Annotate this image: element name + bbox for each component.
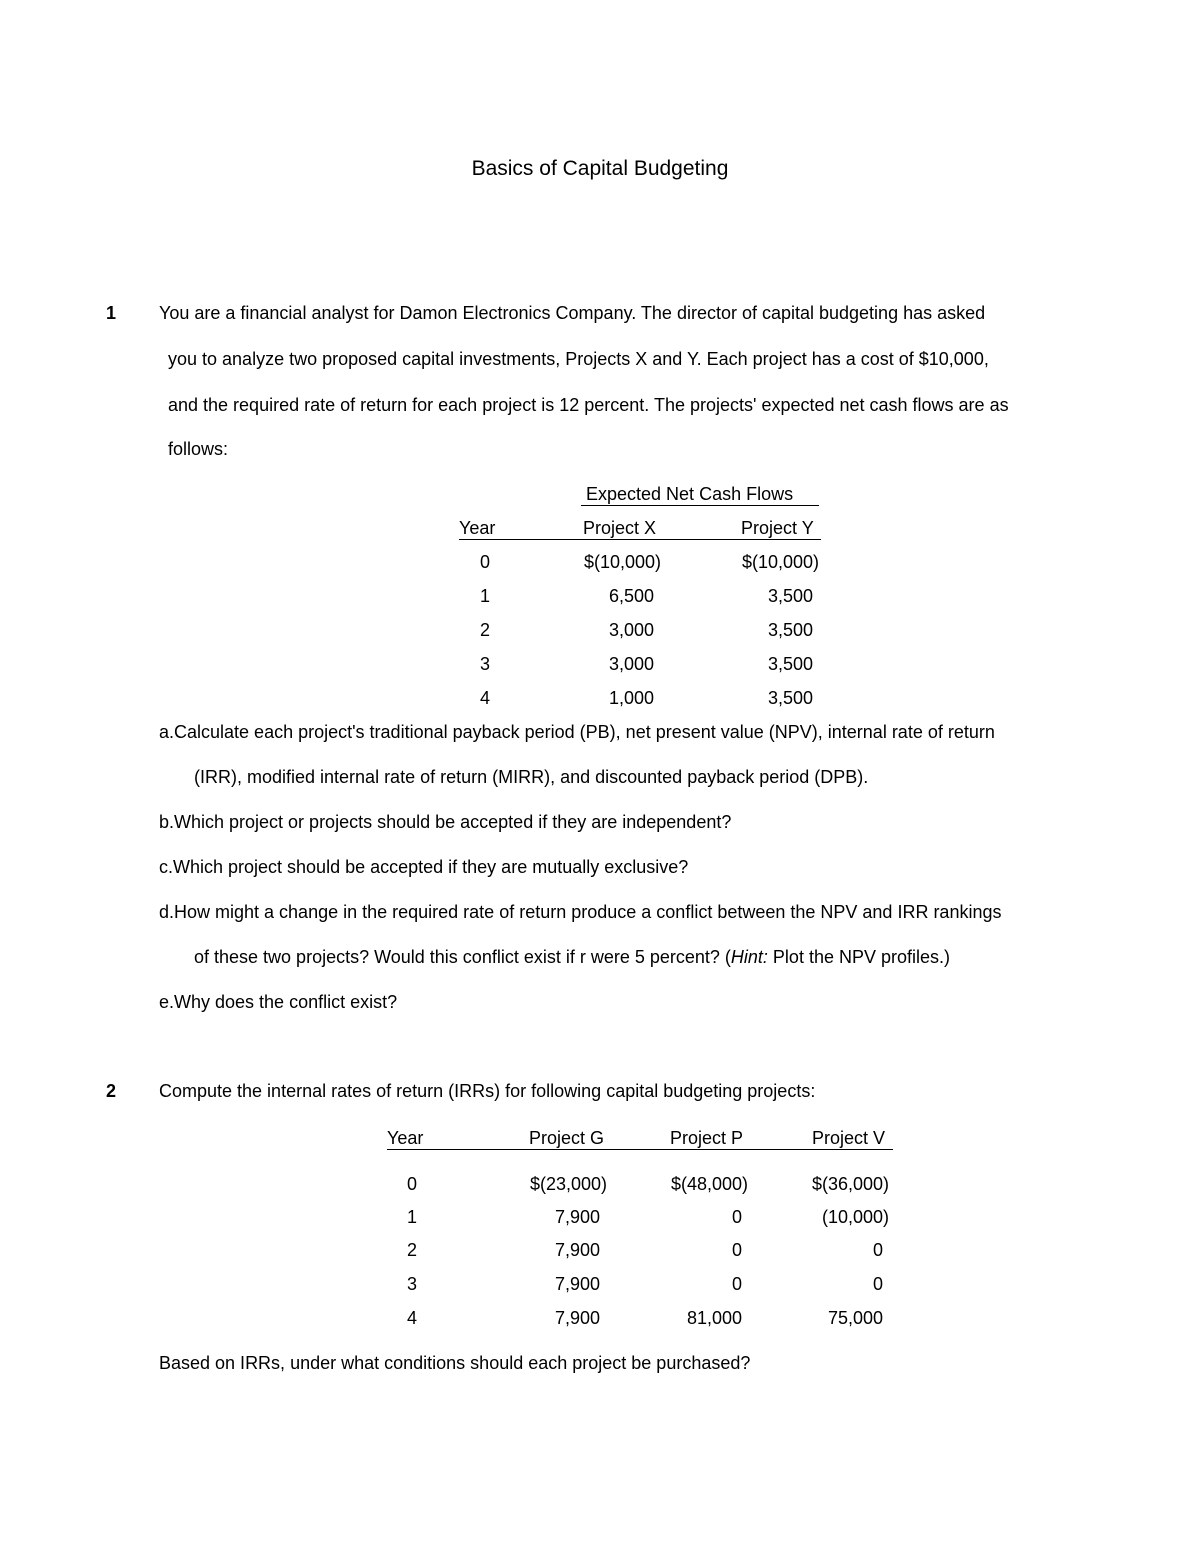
table-cell: 0: [731, 1207, 742, 1227]
table-cell: 3,500: [767, 654, 813, 674]
q1-line-4: follows:: [168, 439, 229, 459]
question-1-number: 1: [106, 303, 117, 323]
q2-intro: Compute the internal rates of return (IRRs) for following capital budgeting projects:: [159, 1081, 816, 1101]
table-cell: 4: [479, 688, 490, 708]
table-cell: 0: [731, 1274, 742, 1294]
table-cell: $(10,000): [741, 552, 819, 572]
table-cell: 2: [479, 620, 490, 640]
d2-pre: of these two projects? Would this conflict exist if r were 5 percent? (: [194, 947, 731, 967]
q1-part-d-line-1: d.How might a change in the required rate of return produce a conflict between the NPV and IRR rankings: [159, 902, 1002, 922]
table-cell: 75,000: [827, 1308, 883, 1328]
table-cell: 3,000: [608, 620, 654, 640]
hint-label: Hint:: [730, 947, 768, 967]
q2-header-year: Year: [387, 1128, 424, 1148]
table-cell: 7,900: [554, 1308, 600, 1328]
table-cell: 0: [872, 1274, 883, 1294]
question-2-number: 2: [106, 1081, 117, 1101]
table-cell: 3: [406, 1274, 417, 1294]
page-title: Basics of Capital Budgeting: [471, 157, 729, 180]
q2-header-project-p: Project P: [670, 1128, 744, 1148]
table-cell: 0: [731, 1240, 742, 1260]
q1-part-c: c.Which project should be accepted if they are mutually exclusive?: [159, 857, 689, 877]
table-cell: 0: [872, 1240, 883, 1260]
d2-post: Plot the NPV profiles.): [767, 947, 950, 967]
table-cell: 3: [479, 654, 490, 674]
q1-line-1: You are a financial analyst for Damon Electronics Company. The director of capital budgeting has asked: [159, 303, 986, 323]
table-cell: 4: [406, 1308, 417, 1328]
q1-part-a-line-1: a.Calculate each project's traditional payback period (PB), net present value (NPV), internal rate of return: [159, 722, 995, 742]
q1-part-d-line-2: [194, 947, 950, 968]
table-cell: 3,500: [767, 586, 813, 606]
table-cell: 2: [406, 1240, 417, 1260]
q2-closing-question: Based on IRRs, under what conditions should each project be purchased?: [159, 1353, 751, 1373]
q2-header-underline: [387, 1149, 893, 1150]
q1-part-e: e.Why does the conflict exist?: [159, 992, 398, 1012]
table-cell: $(48,000): [670, 1174, 748, 1194]
q1-header-project-y: Project Y: [741, 518, 814, 538]
table-cell: 7,900: [554, 1274, 600, 1294]
q2-header-project-g: Project G: [529, 1128, 605, 1148]
table-cell: 1: [479, 586, 490, 606]
table-cell: 81,000: [686, 1308, 742, 1328]
table-cell: (10,000): [821, 1207, 889, 1227]
table-cell: 3,500: [767, 688, 813, 708]
q1-table-group-header: Expected Net Cash Flows: [581, 484, 794, 504]
q1-header-year: Year: [459, 518, 496, 538]
table-cell: 1,000: [608, 688, 654, 708]
header-underline: [459, 539, 821, 540]
table-cell: 7,900: [554, 1240, 600, 1260]
table-cell: 7,900: [554, 1207, 600, 1227]
table-cell: 0: [479, 552, 490, 572]
q1-line-2: you to analyze two proposed capital investments, Projects X and Y. Each project has a cost of $10,000,: [168, 349, 989, 369]
q2-header-project-v: Project V: [812, 1128, 886, 1148]
table-cell: $(23,000): [529, 1174, 607, 1194]
table-cell: 1: [406, 1207, 417, 1227]
q1-part-b: b.Which project or projects should be accepted if they are independent?: [159, 812, 732, 832]
q1-header-project-x: Project X: [583, 518, 657, 538]
table-cell: 3,000: [608, 654, 654, 674]
table-cell: $(36,000): [811, 1174, 889, 1194]
q1-line-3: and the required rate of return for each project is 12 percent. The projects' expected net cash flows are as: [168, 395, 1009, 415]
table-cell: 0: [406, 1174, 417, 1194]
q1-part-a-line-2: (IRR), modified internal rate of return (MIRR), and discounted payback period (DPB).: [194, 767, 869, 787]
table-cell: 6,500: [608, 586, 654, 606]
group-header-underline: [581, 505, 819, 506]
table-cell: 3,500: [767, 620, 813, 640]
table-cell: $(10,000): [583, 552, 661, 572]
